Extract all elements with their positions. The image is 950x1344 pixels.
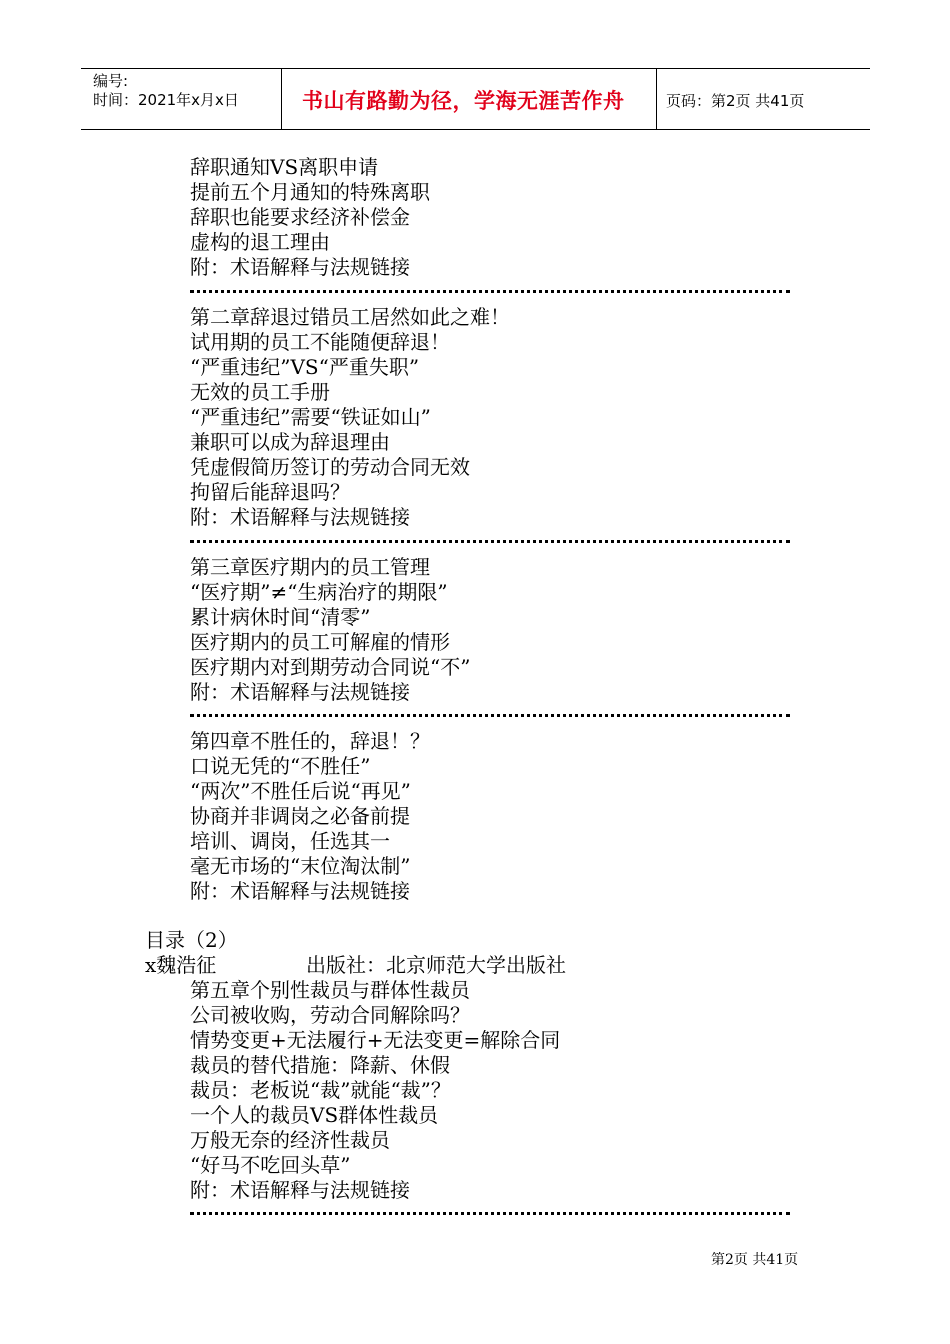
toc-entry: 医疗期内的员工可解雇的情形 [190,630,450,654]
header-page-number: 页码：第2页 共41页 [666,92,805,110]
book-publisher: 出版社：北京师范大学出版社 [306,953,566,977]
toc-entry: “医疗期”≠“生病治疗的期限” [190,580,448,604]
toc-entry: 附：术语解释与法规链接 [190,505,410,529]
chapter-heading: 第四章不胜任的，辞退！？ [190,729,430,753]
dotted-separator [190,1212,790,1215]
toc-entry: 辞职通知VS离职申请 [190,155,379,179]
chapter-heading: 第三章医疗期内的员工管理 [190,555,430,579]
toc-entry: 辞职也能要求经济补偿金 [190,205,410,229]
toc-entry: 公司被收购，劳动合同解除吗？ [190,1003,470,1027]
toc-entry: “两次”不胜任后说“再见” [190,779,411,803]
document-number-label: 编号: [93,72,129,90]
toc-entry: 一个人的裁员VS群体性裁员 [190,1103,439,1127]
toc-entry: 附：术语解释与法规链接 [190,1178,410,1202]
chapter-heading: 第五章个别性裁员与群体性裁员 [190,978,470,1002]
header-motto-cell [281,69,657,129]
toc-entry: 培训、调岗，任选其一 [190,829,390,853]
dotted-separator [190,714,790,717]
toc-entry: 裁员：老板说“裁”就能“裁”？ [190,1078,451,1102]
toc-entry: 拘留后能辞退吗？ [190,480,350,504]
toc-entry: 无效的员工手册 [190,380,330,404]
toc-entry: 提前五个月通知的特殊离职 [190,180,430,204]
toc-entry: 附：术语解释与法规链接 [190,879,410,903]
document-time-label: 时间：2021年x月x日 [93,91,239,109]
toc-entry: 虚构的退工理由 [190,230,330,254]
header-page-cell [656,69,870,129]
toc-entry: 累计病休时间“清零” [190,605,371,629]
toc-entry: 附：术语解释与法规链接 [190,255,410,279]
toc-entry: 试用期的员工不能随便辞退！ [190,330,450,354]
toc-entry: 医疗期内对到期劳动合同说“不” [190,655,471,679]
toc-entry: “严重违纪”需要“铁证如山” [190,405,431,429]
toc-entry: 万般无奈的经济性裁员 [190,1128,390,1152]
page-footer: 第2页 共41页 [711,1252,799,1268]
header-motto: 书山有路勤为径，学海无涯苦作舟 [302,89,625,113]
toc-entry: 协商并非调岗之必备前提 [190,804,410,828]
chapter-heading: 第二章辞退过错员工居然如此之难！ [190,305,510,329]
dotted-separator [190,540,790,543]
page-header [81,68,870,130]
toc-entry: 裁员的替代措施：降薪、休假 [190,1053,450,1077]
toc-entry: 凭虚假简历签订的劳动合同无效 [190,455,470,479]
dotted-separator [190,290,790,293]
header-info-cell [81,69,281,129]
book-author: x魏浩征 [145,953,217,977]
toc-entry: 毫无市场的“末位淘汰制” [190,854,411,878]
toc-entry: 兼职可以成为辞退理由 [190,430,390,454]
toc-entry: “好马不吃回头草” [190,1153,351,1177]
toc-entry: 口说无凭的“不胜任” [190,754,371,778]
toc-entry: 情势变更+无法履行+无法变更=解除合同 [190,1028,561,1052]
toc-entry: 附：术语解释与法规链接 [190,680,410,704]
toc-section-title: 目录（2） [145,928,238,952]
toc-entry: “严重违纪”VS“严重失职” [190,355,420,379]
